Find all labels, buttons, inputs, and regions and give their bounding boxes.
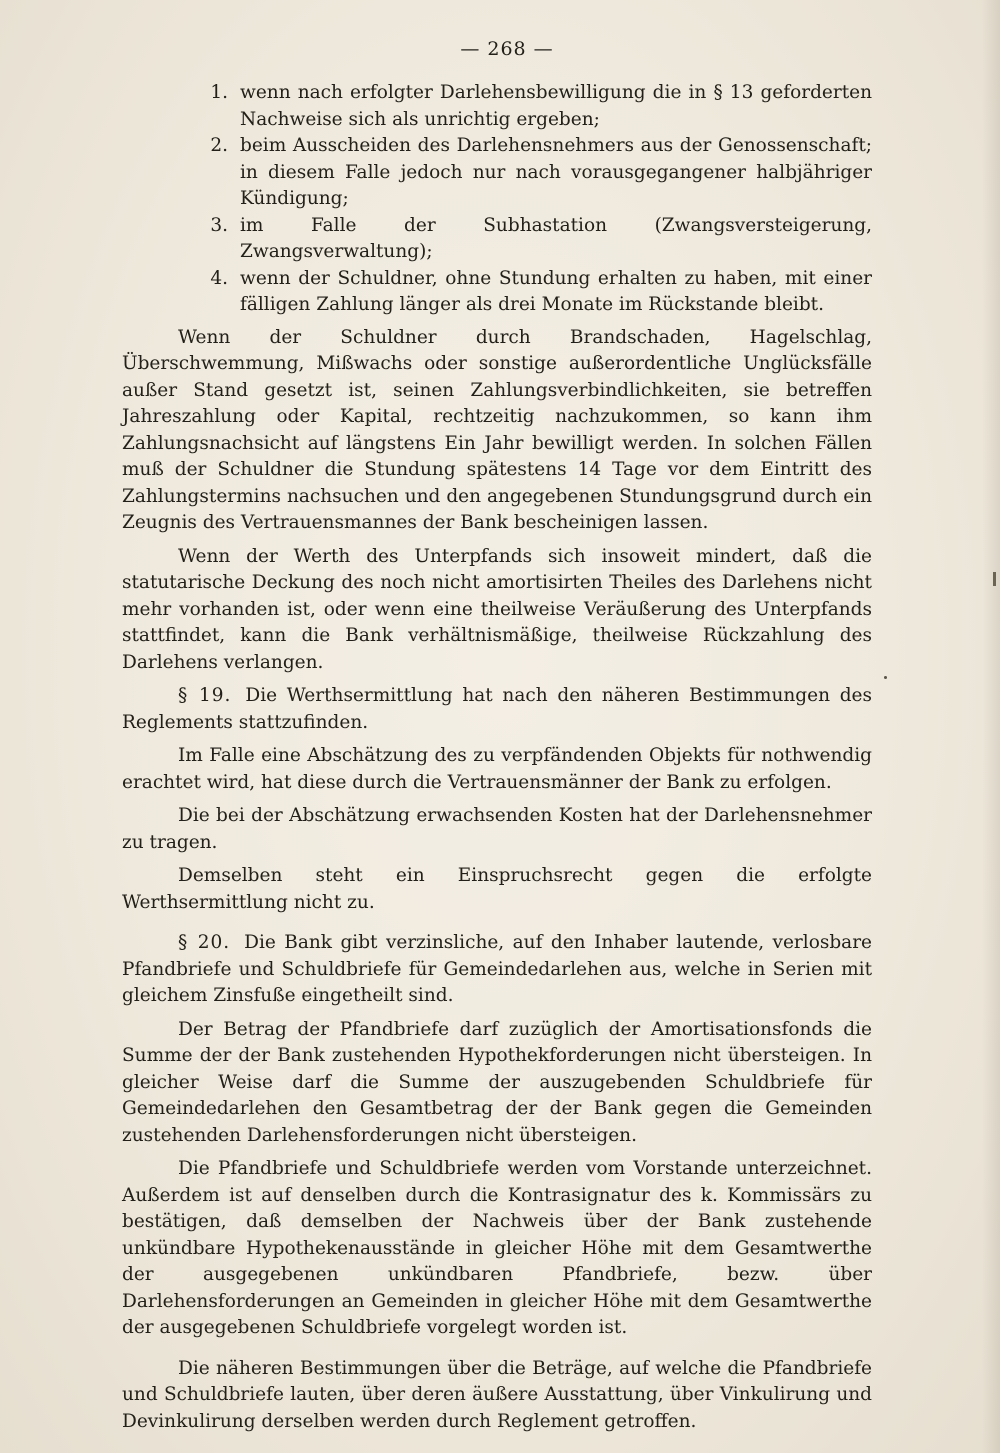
paragraph-appraisal: Im Falle eine Abschätzung des zu verpfändenden Objekts für nothwendig erachtet wird, hat diese durch die Vertrauensmänner der Bank zu erfolgen. [122,745,872,793]
page-edge-shadow [982,0,1000,1453]
paragraph-regulation: Die näheren Bestimmungen über die Beträge, auf welche die Pfandbriefe und Schuldbriefe lauten, über deren äußere Ausstattung, über Vinkulirung und Devinkulirung derselben werden durch Reglement getroffen. [122,1357,872,1432]
list-item [122,133,872,213]
section-19 [122,683,872,736]
list-item-number: 1. [210,82,228,103]
paragraph-appraisal-costs: Die bei der Abschätzung erwachsenden Kosten hat der Darlehensnehmer zu tragen. [122,805,872,853]
list-item-number: 2. [210,135,228,156]
list-item [122,213,872,266]
page-content [122,38,872,1442]
paragraph-pfandbrief-amount: Der Betrag der Pfandbriefe darf zuzüglich der Amortisationsfonds die Summe der der Bank zustehenden Hypothekforderungen nicht übersteigen. In gleicher Weise darf die Summe der auszugebenden Schuldbriefe für Gemeindedarlehen den Gesamtbetrag der der Bank gegen die Gemeinden zustehenden Darlehensforderungen nicht übersteigen. [122,1018,872,1146]
paragraph-hardship: Wenn der Schuldner durch Brandschaden, Hagelschlag, Überschwemmung, Mißwachs oder sonstige außerordentliche Unglücksfälle außer Stand gesetzt ist, seinen Zahlungsverbindlichkeiten, sie betreffen Jahreszahlung oder Kapital, rechtzeitig nachzukommen, so kann ihm Zahlungsnachsicht auf längstens Ein Jahr bewilligt werden. In solchen Fällen muß der Schuldner die Stundung spätestens 14 Tage vor dem Eintritt des Zahlungstermins nachsuchen und den angegebenen Stundungsgrund durch ein Zeugnis des Vertrauensmannes der Bank bescheinigen lassen. [122,326,872,533]
section-20 [122,930,872,1010]
section-19-text: Die Werthsermittlung hat nach den näheren Bestimmungen des Reglements stattzufinden. [122,685,872,733]
list-item-number: 3. [210,214,228,236]
list-item [122,266,872,319]
list-item-text: beim Ausscheiden des Darlehensnehmers aus der Genossenschaft; in diesem Falle jedoch nur nach vorausgegangener halbjähriger Kündigung; [240,135,872,209]
margin-speck [884,676,887,679]
paragraph-no-objection: Demselben steht ein Einspruchsrecht gegen die erfolgte Werthsermittlung nicht zu. [122,865,872,913]
section-20-text: Die Bank gibt verzinsliche, auf den Inhaber lautende, verlosbare Pfandbriefe und Schuldbriefe für Gemeindedarlehen aus, welche in Serien mit gleichem Zinsfuße eingetheilt sind. [122,932,872,1006]
list-item-text: im Falle der Subhastation (Zwangsversteigerung, Zwangsverwaltung); [240,214,872,262]
list-item [122,80,872,133]
section-19-mark: § 19. [178,685,232,706]
list-item-text: wenn nach erfolgter Darlehensbewilligung die in § 13 geforderten Nachweise sich als unrichtig ergeben; [240,82,872,130]
list-item-number: 4. [210,267,228,289]
paragraph-signature: Die Pfandbriefe und Schuldbriefe werden vom Vorstande unterzeichnet. Außerdem ist auf denselben durch die Kontrasignatur des k. Kommissärs zu bestätigen, daß demselben der Nachweis über der Bank zustehende unkündbare Hypothekenausstände in gleicher Höhe mit dem Gesamtwerthe der ausgegebenen unkündbaren Pfandbriefe, bezw. über Darlehensforderungen an Gemeinden in gleicher Höhe mit dem Gesamtwerthe der ausgegebenen Schuldbriefe vorgelegt worden ist. [122,1158,872,1338]
condition-list [122,80,872,319]
section-20-mark: § 20. [178,932,231,953]
paragraph-value-decrease: Wenn der Werth des Unterpfands sich insoweit mindert, daß die statutarische Deckung des noch nicht amortisirten Theiles des Darlehens nicht mehr vorhanden ist, oder wenn eine theilweise Veräußerung des Unterpfands stattfindet, kann die Bank verhältnismäßige, theilweise Rückzahlung des Darlehens verlangen. [122,545,872,673]
page-number: — 268 — [460,38,554,60]
list-item-text: wenn der Schuldner, ohne Stundung erhalten zu haben, mit einer fälligen Zahlung länger als drei Monate im Rückstande bleibt. [240,267,872,315]
margin-tick [993,572,996,586]
